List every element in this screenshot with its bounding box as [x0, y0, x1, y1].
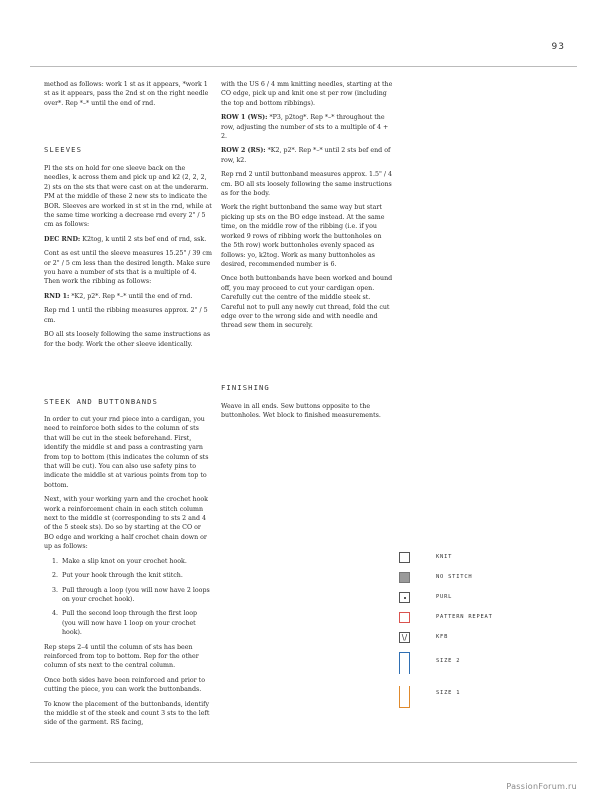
finishing-paragraph: Weave in all ends. Sew buttons opposite to the buttonholes. Wet block to finished measurements. [221, 403, 381, 420]
size-2-symbol-icon [399, 652, 410, 674]
legend-item-purl [399, 592, 579, 612]
row-1-label: ROW 1 (WS): [221, 114, 268, 122]
row-2-text: *K2, p2*. Rep *–* until 2 sts bef end of row, k2. [221, 147, 391, 164]
legend-item-no-stitch [399, 572, 579, 592]
legend-label: SIZE 1 [436, 690, 461, 696]
legend-label: SIZE 2 [436, 658, 461, 664]
rnd-1-paragraph [44, 292, 212, 301]
finishing-section [221, 402, 393, 421]
buttonband-paragraph-4: Once both buttonbands have been worked and bound off, you may proceed to cut your cardigan open. Carefully cut the centre of the middle steek st. Careful not to pull any newly cut thread, fold the cut edge over to the wrong side and with needle and thread sew them in securely. [221, 275, 393, 330]
rnd-1-text: *K2, p2*. Rep *–* until the end of rnd. [69, 292, 193, 300]
steek-step: 2. Put your hook through the knit stitch. [60, 571, 212, 580]
kfb-symbol-icon: \/ [399, 632, 410, 643]
dec-rnd-paragraph [44, 235, 212, 244]
buttonband-paragraph-3: Work the right buttonband the same way but start picking up sts on the BO edge instead. At the same time, on the middle row of the ribbing (i.e. if you worked 9 rows of ribbing work the buttonholes on the 5th row) work buttonholes evenly spaced as follows: yo, k2tog. Work as many buttonholes as desired, recommended number is 6. [221, 204, 385, 268]
sleeves-section [44, 164, 212, 354]
steek-paragraph-3: Rep steps 2–4 until the column of sts has been reinforced from top to bottom. Rep for the other column of sts next to the central column. [44, 643, 199, 670]
sleeves-paragraph-4: BO all sts loosely following the same instructions as for the body. Work the other sleeve identically. [44, 331, 211, 348]
sleeves-heading: SLEEVES [44, 145, 82, 154]
buttonband-column [221, 80, 393, 336]
finishing-heading: FINISHING [221, 383, 270, 392]
intro-paragraph-column [44, 80, 212, 113]
row-1-text: *P3, p2tog*. Rep *–* throughout the row, adjusting the number of sts to a multiple of 4 + 2. [221, 114, 389, 141]
bottom-divider [30, 762, 577, 763]
size-1-symbol-icon [399, 686, 410, 708]
steek-step: 1. Make a slip knot on your crochet hook. [60, 557, 212, 566]
steek-step: 4. Pull the second loop through the first loop (you will now have 1 loop on your crochet hook). [60, 609, 212, 637]
legend-item-pattern-repeat [399, 612, 579, 632]
buttonband-paragraph-2: Rep rnd 2 until buttonband measures approx. 1.5" / 4 cm. BO all sts loosely following the same instructions as for the body. [221, 171, 393, 198]
legend-item-size-1 [399, 686, 579, 720]
no-stitch-symbol-icon [399, 572, 410, 583]
watermark: PassionForum.ru [506, 782, 577, 791]
dec-rnd-label: DEC RND: [44, 235, 81, 243]
steek-paragraph-2: Next, with your working yarn and the crochet hook work a reinforcement chain in each stitch column next to the middle st (corresponding to sts 2 and 4 of the 5 steek sts). Do so by starting at the CO or BO edge and working a half crochet chain down or up as follows: [44, 496, 208, 551]
top-divider [30, 66, 577, 67]
sleeves-paragraph-3: Rep rnd 1 until the ribbing measures approx. 2" / 5 cm. [44, 307, 208, 324]
sleeves-paragraph-2: Cont as est until the sleeve measures 15.25" / 39 cm or 2" / 5 cm less than the desired length. Make sure you have a number of sts that is a multiple of 4. Then work the ribbing as follows: [44, 250, 212, 286]
legend-item-kfb [399, 632, 579, 652]
steek-steps-list [44, 557, 212, 638]
legend-item-size-2 [399, 652, 579, 686]
legend-label: PURL [436, 594, 453, 600]
steek-paragraph-1: In order to cut your rnd piece into a cardigan, you need to reinforce both sides to the column of sts that will be cut in the steek beforehand. First, identify the middle st and pass a contrasting yarn from top to bottom (this indicates the column of sts that will be cut). You can also use safety pins to indicate the middle st at various points from top to bottom. [44, 416, 209, 489]
steek-paragraph-5: To know the placement of the buttonbands, identify the middle st of the steek and count 3 sts to the left side of the garment. RS facing, [44, 700, 210, 727]
steek-heading: STEEK AND BUTTONBANDS [44, 397, 158, 406]
legend-label: NO STITCH [436, 574, 473, 580]
steek-step: 3. Pull through a loop (you will now have 2 loops on your crochet hook). [60, 586, 212, 605]
row-2-label: ROW 2 (RS): [221, 147, 266, 155]
sleeves-paragraph-1: Pl the sts on hold for one sleeve back on the needles, k across them and pick up and k2 (2, 2, 2, 2) sts on the sts that were cast on at the underarm. PM at the middle of these 2 new sts to indicate the BOR. Sleeves are worked in st st in the rnd, while at the same time working a decrease rnd every 2" / 5 cm as follows: [44, 165, 212, 229]
legend-label: PATTERN REPEAT [436, 614, 493, 620]
row-1-paragraph [221, 113, 393, 141]
page-number: 93 [551, 42, 565, 52]
legend-label: KNIT [436, 554, 453, 560]
chart-legend [399, 552, 579, 720]
legend-label: KFB [436, 634, 449, 640]
row-2-paragraph [221, 146, 393, 165]
pattern-repeat-symbol-icon [399, 612, 410, 623]
purl-symbol-icon [399, 592, 410, 603]
buttonband-paragraph-1: with the US 6 / 4 mm knitting needles, starting at the CO edge, pick up and knit one st per row (including the top and bottom ribbings). [221, 81, 393, 107]
steek-section [44, 415, 212, 733]
dec-rnd-text: K2tog, k until 2 sts bef end of rnd, ssk. [80, 235, 207, 243]
rnd-1-label: RND 1: [44, 292, 70, 300]
knit-symbol-icon [399, 552, 410, 563]
legend-item-knit [399, 552, 579, 572]
intro-paragraph: method as follows: work 1 st as it appears, *work 1 st as it appears, pass the 2nd st on the right needle over*. Rep *–* until the end of rnd. [44, 81, 209, 107]
steek-paragraph-4: Once both sides have been reinforced and prior to cutting the piece, you can work the buttonbands. [44, 676, 205, 694]
